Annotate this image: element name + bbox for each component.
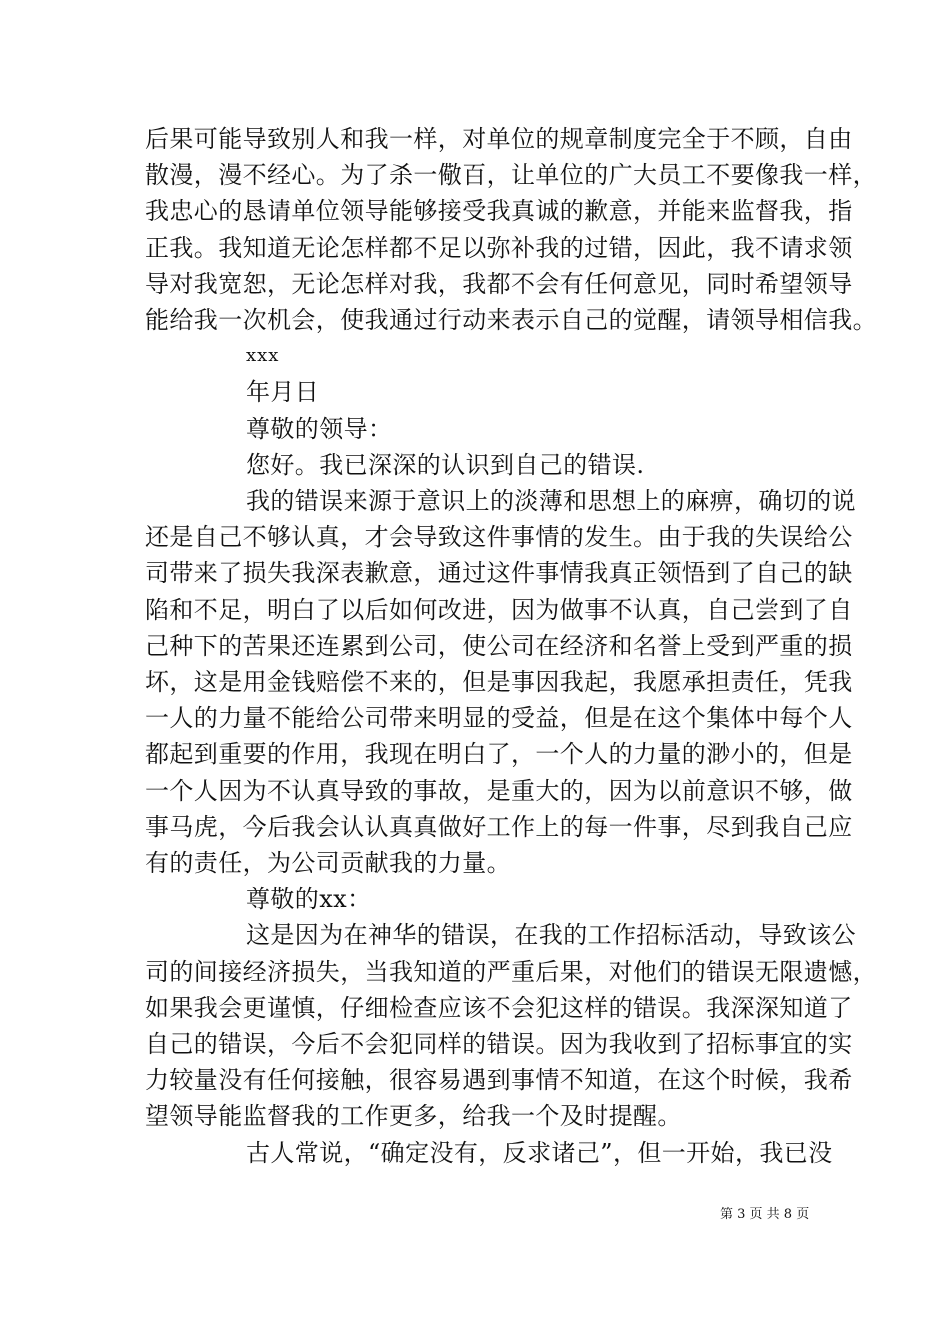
text-line: 自己的错误，今后不会犯同样的错误。因为我收到了招标事宜的实 xyxy=(145,1030,853,1058)
text-line: 有的责任，为公司贡献我的力量。 xyxy=(145,849,511,877)
text-line: 力较量没有任何接触，很容易遇到事情不知道，在这个时候，我希 xyxy=(145,1066,853,1095)
text-line: 司的间接经济损失，当我知道的严重后果，对他们的错误无限遗憾， xyxy=(145,957,877,986)
text-line: 一个人因为不认真导致的事故，是重大的，因为以前意识不够，做 xyxy=(145,776,853,805)
text-line: 都起到重要的作用，我现在明白了，一个人的力量的渺小的，但是 xyxy=(145,740,853,769)
salutation: 尊敬的领导： xyxy=(246,414,393,443)
text-line: 能给我一次机会，使我通过行动来表示自己的觉醒，请领导相信我。 xyxy=(145,306,877,334)
salutation: 尊敬的xx： xyxy=(246,885,372,914)
text-line: 我的错误来源于意识上的淡薄和思想上的麻痹，确切的说 xyxy=(246,487,856,515)
text-line: 我忠心的恳请单位领导能够接受我真诚的歉意，并能来监督我，指 xyxy=(145,197,853,226)
text-line: 事马虎，今后我会认认真真做好工作上的每一件事，尽到我自己应 xyxy=(145,812,853,841)
text-line: 司带来了损失我深表歉意，通过这件事情我真正领悟到了自己的缺 xyxy=(145,559,853,588)
text-line: 陷和不足，明白了以后如何改进，因为做事不认真，自己尝到了自 xyxy=(145,595,853,624)
text-line: 导对我宽恕，无论怎样对我，我都不会有任何意见，同时希望领导 xyxy=(145,269,853,298)
page-number: 第 3 页 共 8 页 xyxy=(720,1207,810,1222)
text-line: 望领导能监督我的工作更多，给我一个及时提醒。 xyxy=(145,1102,682,1131)
text-line: 正我。我知道无论怎样都不足以弥补我的过错，因此，我不请求领 xyxy=(145,233,853,262)
text-line: 一人的力量不能给公司带来明显的受益，但是在这个集体中每个人 xyxy=(145,704,853,733)
date-line: 年月日 xyxy=(246,378,320,407)
text-line: 后果可能导致别人和我一样，对单位的规章制度完全于不顾，自由 xyxy=(145,125,853,153)
text-line: 如果我会更谨慎，仔细检查应该不会犯这样的错误。我深深知道了 xyxy=(145,993,853,1022)
text-line: 古人常说，“确定没有，反求诸己”，但一开始，我已没 xyxy=(246,1138,833,1167)
text-line: 这是因为在神华的错误，在我的工作招标活动，导致该公 xyxy=(246,921,856,950)
signature-name: xxx xyxy=(246,345,280,367)
greeting: 您好。我已深深的认识到自己的错误. xyxy=(246,450,645,479)
text-line: 还是自己不够认真，才会导致这件事情的发生。由于我的失误给公 xyxy=(145,523,853,552)
text-line: 坏，这是用金钱赔偿不来的，但是事因我起，我愿承担责任，凭我 xyxy=(145,668,853,696)
text-line: 散漫，漫不经心。为了杀一儆百，让单位的广大员工不要像我一样， xyxy=(145,161,877,190)
text-line: 己种下的苦果还连累到公司，使公司在经济和名誉上受到严重的损 xyxy=(145,631,853,660)
